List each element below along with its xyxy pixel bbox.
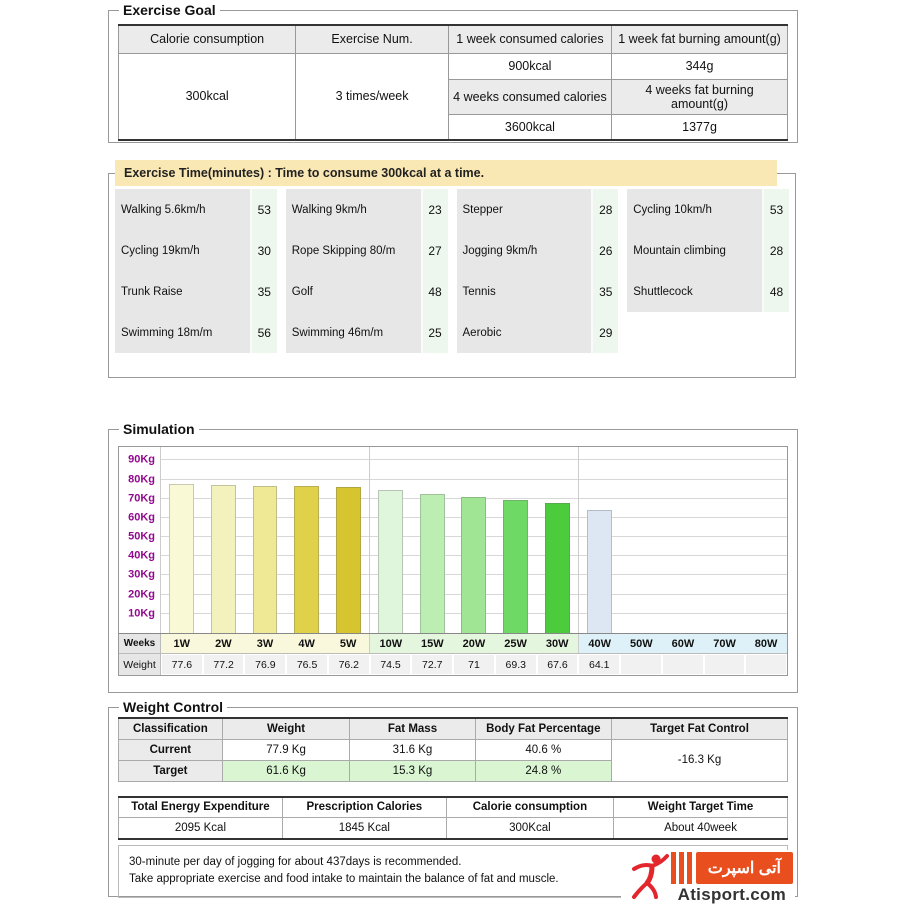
exercise-time-column	[457, 189, 619, 353]
energy-prescription-calories-value: 1845 Kcal	[282, 818, 446, 839]
weight-value: 72.7	[412, 655, 452, 674]
week-label: 4W	[286, 634, 328, 653]
bar-slot	[453, 447, 495, 633]
logo-text-block	[671, 852, 793, 905]
weight-bar	[169, 484, 194, 633]
plot-region	[161, 447, 787, 633]
weight-value: 77.6	[162, 655, 202, 674]
goal-exercise-num-value: 3 times/week	[296, 53, 449, 140]
exercise-time-grid	[115, 189, 789, 353]
energy-header-calorie-consumption: Calorie consumption	[446, 797, 613, 818]
exercise-minutes: 27	[421, 230, 448, 271]
exercise-name: Rope Skipping 80/m	[286, 230, 421, 271]
logo-domain-text: Atisport.com	[677, 885, 787, 904]
exercise-minutes: 48	[762, 271, 789, 312]
exercise-minutes: 28	[591, 189, 618, 230]
energy-header-total-expenditure: Total Energy Expenditure	[119, 797, 283, 818]
weight-control-title-text: Weight Control	[123, 699, 224, 715]
y-axis-tick-label: 40Kg	[128, 549, 155, 562]
goal-header-exercise-num: Exercise Num.	[296, 25, 449, 53]
recommendation-line-1: 30-minute per day of jogging for about 437days is recommended.	[129, 855, 462, 868]
weeks-axis-header: Weeks	[119, 634, 161, 653]
exercise-time-item	[457, 189, 619, 230]
wc-current-weight: 77.9 Kg	[222, 739, 350, 760]
exercise-goal-title-text: Exercise Goal	[123, 2, 216, 18]
wc-current-fat-mass: 31.6 Kg	[350, 739, 475, 760]
exercise-time-item	[115, 312, 277, 353]
wc-target-fat-control-value: -16.3 Kg	[612, 739, 788, 781]
exercise-name: Swimming 18m/m	[115, 312, 250, 353]
weight-value	[621, 655, 661, 674]
wc-current-body-fat: 40.6 %	[475, 739, 611, 760]
y-axis-tick-label: 10Kg	[128, 607, 155, 620]
exercise-name: Swimming 46m/m	[286, 312, 421, 353]
exercise-minutes: 26	[591, 230, 618, 271]
exercise-minutes: 29	[591, 312, 618, 353]
exercise-time-item	[627, 271, 789, 312]
exercise-minutes: 25	[421, 312, 448, 353]
weight-bar	[378, 490, 403, 633]
weight-bar	[336, 487, 361, 633]
bar-slot	[745, 447, 787, 633]
bar-slot	[412, 447, 454, 633]
y-axis-tick-label: 20Kg	[128, 588, 155, 601]
goal-week1-calories-value: 900kcal	[448, 53, 611, 79]
y-axis-tick-label: 90Kg	[128, 453, 155, 466]
bar-slot	[536, 447, 578, 633]
exercise-time-column	[627, 189, 789, 353]
exercise-time-item	[286, 230, 448, 271]
bar-slot	[495, 447, 537, 633]
exercise-goal-title	[119, 2, 220, 18]
exercise-time-item	[115, 230, 277, 271]
exercise-name: Tennis	[457, 271, 592, 312]
weight-control-table	[118, 717, 788, 782]
exercise-time-section	[108, 160, 796, 378]
weight-value	[746, 655, 786, 674]
weight-value	[663, 655, 703, 674]
logo-row	[671, 852, 793, 884]
weight-value: 64.1	[579, 655, 619, 674]
exercise-time-item	[115, 271, 277, 312]
exercise-time-column	[115, 189, 277, 353]
exercise-name: Trunk Raise	[115, 271, 250, 312]
y-axis-tick-label: 30Kg	[128, 568, 155, 581]
wc-header-weight: Weight	[222, 718, 350, 739]
week-label: 20W	[453, 634, 495, 653]
week-label: 15W	[412, 634, 454, 653]
simulation-title	[119, 421, 199, 437]
exercise-name: Walking 5.6km/h	[115, 189, 250, 230]
y-axis-tick-label: 60Kg	[128, 511, 155, 524]
exercise-minutes: 35	[250, 271, 277, 312]
weight-value: 71	[454, 655, 494, 674]
week-label: 60W	[662, 634, 704, 653]
exercise-name: Jogging 9km/h	[457, 230, 592, 271]
wc-header-fat-mass: Fat Mass	[350, 718, 475, 739]
week-label: 25W	[495, 634, 537, 653]
weight-bar	[587, 510, 612, 633]
exercise-minutes: 23	[421, 189, 448, 230]
exercise-name: Walking 9km/h	[286, 189, 421, 230]
exercise-time-banner-text: Exercise Time(minutes) : Time to consume 300kcal at a time.	[124, 166, 485, 180]
wc-header-classification: Classification	[119, 718, 223, 739]
wc-current-label: Current	[119, 739, 223, 760]
exercise-time-item	[627, 230, 789, 271]
atisport-logo	[621, 850, 795, 905]
simulation-chart	[118, 446, 788, 676]
exercise-time-item	[286, 271, 448, 312]
bar-slot	[621, 447, 663, 633]
bar-slot	[369, 447, 412, 633]
weight-bar	[294, 486, 319, 633]
weight-bar	[253, 486, 278, 633]
wc-target-label: Target	[119, 760, 223, 781]
exercise-name: Stepper	[457, 189, 592, 230]
goal-calorie-consumption-value: 300kcal	[119, 53, 296, 140]
weight-value: 74.5	[371, 655, 411, 674]
logo-bars-icon	[671, 852, 692, 884]
bar-slot	[662, 447, 704, 633]
bar-slot	[161, 447, 203, 633]
exercise-time-banner	[115, 160, 777, 186]
wc-header-body-fat: Body Fat Percentage	[475, 718, 611, 739]
goal-header-week4-fat: 4 weeks fat burning amount(g)	[612, 79, 788, 114]
weight-value	[705, 655, 745, 674]
exercise-name: Mountain climbing	[627, 230, 762, 271]
goal-week1-fat-value: 344g	[612, 53, 788, 79]
weight-value: 77.2	[204, 655, 244, 674]
exercise-minutes: 30	[250, 230, 277, 271]
logo-farsi-text: آتی اسپرت	[696, 852, 793, 884]
weight-value: 76.9	[245, 655, 285, 674]
exercise-minutes: 48	[421, 271, 448, 312]
exercise-time-item	[627, 189, 789, 230]
week-label: 1W	[161, 634, 203, 653]
y-axis-tick-label: 70Kg	[128, 492, 155, 505]
exercise-name: Golf	[286, 271, 421, 312]
weight-axis-header: Weight	[119, 654, 161, 675]
goal-header-week1-calories: 1 week consumed calories	[448, 25, 611, 53]
bar-slot	[244, 447, 286, 633]
weight-bar	[461, 497, 486, 633]
week-label: 10W	[369, 634, 412, 653]
bar-slots	[161, 447, 787, 633]
goal-header-week1-fat: 1 week fat burning amount(g)	[612, 25, 788, 53]
bar-slot	[327, 447, 369, 633]
week-label: 80W	[745, 634, 787, 653]
weight-values-row	[119, 653, 787, 675]
weight-value: 67.6	[538, 655, 578, 674]
energy-calorie-consumption-value: 300Kcal	[446, 818, 613, 839]
goal-header-calorie-consumption: Calorie consumption	[119, 25, 296, 53]
exercise-time-item	[457, 312, 619, 353]
exercise-minutes: 53	[762, 189, 789, 230]
bar-slot	[286, 447, 328, 633]
week-label: 3W	[244, 634, 286, 653]
week-label: 30W	[536, 634, 578, 653]
week-label: 70W	[704, 634, 746, 653]
bar-slot	[704, 447, 746, 633]
weight-bar	[545, 503, 570, 633]
simulation-section	[108, 421, 798, 693]
wc-target-weight: 61.6 Kg	[222, 760, 350, 781]
y-axis-tick-label: 50Kg	[128, 530, 155, 543]
bar-slot	[578, 447, 621, 633]
exercise-goal-section	[108, 2, 798, 143]
goal-header-week4-calories: 4 weeks consumed calories	[448, 79, 611, 114]
exercise-time-item	[457, 230, 619, 271]
recommendation-line-2: Take appropriate exercise and food intake to maintain the balance of fat and muscle.	[129, 872, 559, 885]
exercise-time-column	[286, 189, 448, 353]
weight-bar	[211, 485, 236, 633]
energy-weight-target-time-value: About 40week	[614, 818, 788, 839]
weight-value: 69.3	[496, 655, 536, 674]
wc-target-body-fat: 24.8 %	[475, 760, 611, 781]
wc-target-fat-mass: 15.3 Kg	[350, 760, 475, 781]
week-label: 50W	[621, 634, 663, 653]
chart-plot-area	[119, 447, 787, 633]
energy-header-weight-target-time: Weight Target Time	[614, 797, 788, 818]
weight-bar	[503, 500, 528, 633]
weight-control-section	[108, 699, 798, 904]
weight-value: 76.2	[329, 655, 369, 674]
exercise-name: Aerobic	[457, 312, 592, 353]
exercise-time-item	[457, 271, 619, 312]
exercise-minutes: 28	[762, 230, 789, 271]
exercise-time-item	[115, 189, 277, 230]
exercise-time-item	[286, 189, 448, 230]
exercise-minutes: 35	[591, 271, 618, 312]
bar-slot	[203, 447, 245, 633]
week-label: 2W	[203, 634, 245, 653]
energy-total-expenditure-value: 2095 Kcal	[119, 818, 283, 839]
jumping-figure-icon	[629, 852, 669, 900]
energy-header-prescription-calories: Prescription Calories	[282, 797, 446, 818]
simulation-title-text: Simulation	[123, 421, 195, 437]
goal-week4-calories-value: 3600kcal	[448, 114, 611, 140]
energy-table	[118, 796, 788, 840]
weeks-axis-row	[119, 633, 787, 653]
exercise-name: Cycling 10km/h	[627, 189, 762, 230]
weight-value: 76.5	[287, 655, 327, 674]
y-axis	[119, 447, 161, 633]
week-label: 40W	[578, 634, 621, 653]
wc-header-target-fat-control: Target Fat Control	[612, 718, 788, 739]
weight-control-title	[119, 699, 227, 715]
exercise-time-item	[286, 312, 448, 353]
exercise-minutes: 56	[250, 312, 277, 353]
y-axis-tick-label: 80Kg	[128, 473, 155, 486]
goal-week4-fat-value: 1377g	[612, 114, 788, 140]
week-label: 5W	[327, 634, 369, 653]
exercise-name: Shuttlecock	[627, 271, 762, 312]
weight-bar	[420, 494, 445, 633]
exercise-goal-table	[118, 24, 788, 141]
exercise-minutes: 53	[250, 189, 277, 230]
exercise-name: Cycling 19km/h	[115, 230, 250, 271]
